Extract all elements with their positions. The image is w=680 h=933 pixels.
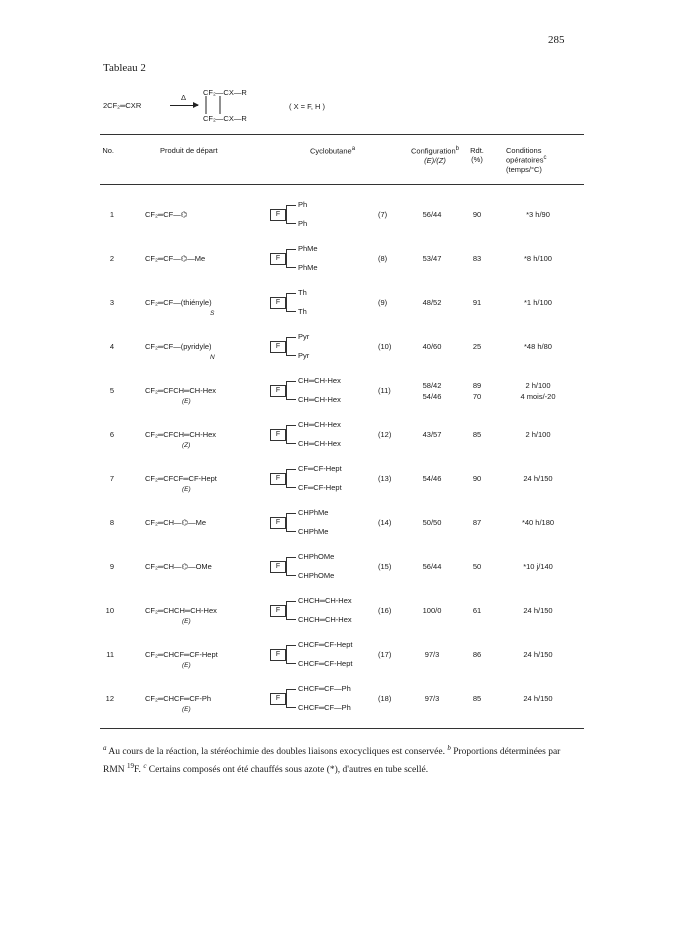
bond-bottom (286, 487, 296, 488)
scheme-x-note: ( X = F, H ) (289, 102, 326, 111)
bond-vertical (286, 469, 287, 487)
cyclobutane-ring-icon: F (270, 561, 286, 573)
row-yield: 90 (472, 210, 482, 219)
bond-top (286, 249, 296, 250)
row-number: 10 (105, 606, 114, 615)
row-configuration-2: 54/46 (422, 392, 442, 401)
header-rdt-label: Rdt. (470, 146, 484, 155)
row-compound-number: (10) (378, 342, 392, 351)
row-substituent-bottom: CHPhOMe (298, 571, 335, 580)
bond-top (286, 557, 296, 558)
bond-vertical (286, 337, 287, 355)
row-number: 12 (105, 694, 114, 703)
bond-top (286, 293, 296, 294)
header-start: Produit de départ (160, 146, 218, 155)
header-cond-label: Conditions (506, 146, 542, 155)
row-conditions: *3 h/90 (526, 210, 550, 219)
row-substituent-bottom: CHPhMe (298, 527, 329, 536)
row-yield: 87 (472, 518, 482, 527)
bond-bottom (286, 663, 296, 664)
bond-bottom (286, 707, 296, 708)
row-yield: 61 (472, 606, 482, 615)
row-number: 9 (109, 562, 114, 571)
row-compound-number: (9) (378, 298, 388, 307)
table-row (100, 328, 584, 372)
row-starting-material: CF₂═CHCF═CF-Hept (145, 650, 218, 659)
row-configuration: 100/0 (422, 606, 442, 615)
footnote-c-mark: c (143, 762, 147, 771)
row-substituent-bottom: CHCF═CF-Hept (298, 659, 353, 668)
bond-vertical (286, 689, 287, 707)
cyclobutane-ring-icon: F (270, 473, 286, 485)
header-cond (506, 146, 586, 174)
row-compound-number: (16) (378, 606, 392, 615)
cyclobutane-ring-icon: F (270, 429, 286, 441)
row-configuration: 43/57 (422, 430, 442, 439)
cyclobutane-ring-icon: F (270, 253, 286, 265)
row-starting-material: CF₂═CHCH═CH-Hex (145, 606, 217, 615)
footnote-b-mark: b (447, 744, 451, 752)
row-substituent-top: Pyr (298, 332, 310, 341)
row-starting-material-note: (E) (182, 618, 191, 625)
footnote-b-text2: F. (134, 765, 144, 776)
row-conditions: 24 h/150 (523, 650, 553, 659)
row-configuration: 50/50 (422, 518, 442, 527)
table-row (100, 680, 584, 724)
row-configuration: 40/60 (422, 342, 442, 351)
reaction-arrow-icon (170, 105, 198, 106)
row-substituent-top: CH═CH-Hex (298, 376, 341, 385)
row-starting-material: CF₂═CF—⌬ (145, 210, 188, 219)
bond-top (286, 513, 296, 514)
row-number: 6 (109, 430, 114, 439)
row-number: 2 (109, 254, 114, 263)
row-yield: 86 (472, 650, 482, 659)
row-conditions: 24 h/150 (523, 474, 553, 483)
bond-bottom (286, 311, 296, 312)
cyclobutane-ring-icon: F (270, 693, 286, 705)
row-number: 1 (109, 210, 114, 219)
footnote-c-text: Certains composés ont été chauffés sous azote (*), d'autres en tube scellé. (146, 765, 429, 776)
table-row (100, 636, 584, 680)
bond-top (286, 337, 296, 338)
row-starting-material-note: (E) (182, 706, 191, 713)
row-substituent-top: Ph (298, 200, 308, 209)
bond-vertical (286, 513, 287, 531)
row-compound-number: (18) (378, 694, 392, 703)
bond-bottom (286, 619, 296, 620)
bond-vertical (286, 557, 287, 575)
table-row (100, 372, 584, 416)
row-compound-number: (12) (378, 430, 392, 439)
row-number: 4 (109, 342, 114, 351)
footnote-b-isotope: 19 (127, 762, 135, 771)
row-starting-material-note: N (210, 354, 215, 361)
table-row (100, 504, 584, 548)
header-config-ratio: (E)/(Z) (424, 155, 446, 165)
row-configuration: 56/44 (422, 562, 442, 571)
row-compound-number: (17) (378, 650, 392, 659)
row-starting-material: CF₂═CF—(pyridyle) (145, 342, 212, 351)
bond-bottom (286, 399, 296, 400)
bond-bottom (286, 575, 296, 576)
row-configuration: 54/46 (422, 474, 442, 483)
header-cond-unit: (temps/°C) (506, 164, 542, 174)
header-config-sup: b (455, 146, 459, 152)
header-cond-sup: c (543, 155, 547, 161)
row-starting-material: CF₂═CF—(thiényle) (145, 298, 212, 307)
table-bottom-rule (100, 728, 584, 729)
bond-vertical (286, 645, 287, 663)
row-substituent-top: CF═CF-Hept (298, 464, 342, 473)
bond-bottom (286, 223, 296, 224)
footnote-b-text: Proportions déterminées par RMN (103, 747, 561, 776)
row-yield: 25 (472, 342, 482, 351)
row-substituent-bottom: CHCH═CH-Hex (298, 615, 352, 624)
row-starting-material-note: (E) (182, 398, 191, 405)
table-row (100, 548, 584, 592)
row-substituent-bottom: Ph (298, 219, 308, 228)
row-configuration: 97/3 (424, 694, 440, 703)
scheme-condition: Δ (181, 93, 187, 102)
bond-vertical (286, 425, 287, 443)
footnotes (103, 741, 583, 777)
row-substituent-top: CHPhMe (298, 508, 329, 517)
row-conditions: 24 h/150 (523, 606, 553, 615)
table-top-rule (100, 134, 584, 135)
row-starting-material-note: (E) (182, 662, 191, 669)
table-row (100, 240, 584, 284)
row-conditions: 2 h/100 (525, 430, 551, 439)
bond-top (286, 469, 296, 470)
row-starting-material: CF₂═CFCF═CF-Hept (145, 474, 217, 483)
row-starting-material: CF₂═CH—⌬—OMe (145, 562, 212, 571)
bond-vertical (286, 205, 287, 223)
row-conditions: *8 h/100 (524, 254, 552, 263)
row-substituent-bottom: CHCF═CF—Ph (298, 703, 351, 712)
row-substituent-bottom: PhMe (298, 263, 318, 272)
row-conditions: 24 h/150 (523, 694, 553, 703)
header-cond-sub: opératoires (506, 155, 544, 165)
row-yield: 91 (472, 298, 482, 307)
row-substituent-bottom: CH═CH-Hex (298, 395, 341, 404)
row-starting-material-note: (Z) (182, 442, 191, 449)
bond-vertical (286, 381, 287, 399)
bond-bottom (286, 355, 296, 356)
table-row (100, 592, 584, 636)
scheme-reactant: 2CF₂═CXR (103, 101, 142, 110)
row-substituent-bottom: Th (298, 307, 307, 316)
table-row (100, 196, 584, 240)
cyclobutane-ring-icon: F (270, 209, 286, 221)
row-conditions-2: 4 mois/-20 (520, 392, 556, 401)
table-title: Tableau 2 (103, 62, 146, 74)
bond-top (286, 425, 296, 426)
row-starting-material: CF₂═CHCF═CF-Ph (145, 694, 212, 703)
header-cyclo (310, 146, 355, 156)
bond-top (286, 601, 296, 602)
row-conditions: *48 h/80 (524, 342, 552, 351)
cyclobutane-ring-icon: F (270, 649, 286, 661)
row-configuration: 56/44 (422, 210, 442, 219)
row-number: 11 (106, 650, 114, 659)
row-configuration: 48/52 (422, 298, 442, 307)
row-starting-material: CF₂═CFCH═CH-Hex (145, 430, 217, 439)
header-rdt-unit: (%) (471, 155, 483, 164)
header-cyclo-sup: a (351, 146, 356, 152)
row-substituent-top: CHCF═CF-Hept (298, 640, 353, 649)
row-starting-material: CF₂═CFCH═CH-Hex (145, 386, 217, 395)
table-header-rule (100, 184, 584, 185)
bond-top (286, 689, 296, 690)
bond-bottom (286, 443, 296, 444)
cyclobutane-ring-icon: F (270, 517, 286, 529)
scheme-ring-bottom: CF₂—CX—R (203, 114, 247, 123)
row-substituent-bottom: CF═CF-Hept (298, 483, 342, 492)
row-compound-number: (8) (378, 254, 388, 263)
row-substituent-top: CHCH═CH-Hex (298, 596, 352, 605)
row-conditions: 2 h/100 (525, 381, 551, 390)
header-config (396, 146, 474, 165)
table-header (100, 146, 584, 180)
row-number: 3 (109, 298, 114, 307)
scheme-ring-top: CF₂—CX—R (203, 88, 247, 97)
bond-vertical (286, 249, 287, 267)
cyclobutane-ring-icon: F (270, 605, 286, 617)
row-substituent-top: PhMe (298, 244, 318, 253)
header-rdt (466, 146, 488, 164)
bond-bottom (286, 267, 296, 268)
row-conditions: *1 h/100 (524, 298, 552, 307)
row-yield: 85 (472, 430, 482, 439)
row-substituent-top: CHPhOMe (298, 552, 335, 561)
cyclobutane-bonds-icon (203, 95, 223, 115)
bond-top (286, 645, 296, 646)
row-starting-material-note: S (210, 310, 215, 317)
row-number: 7 (109, 474, 114, 483)
row-number: 5 (109, 386, 114, 395)
row-yield: 50 (472, 562, 482, 571)
row-substituent-bottom: Pyr (298, 351, 310, 360)
reaction-scheme (103, 86, 583, 128)
row-substituent-top: Th (298, 288, 307, 297)
footnote-a-mark: a (103, 744, 107, 752)
row-configuration: 97/3 (424, 650, 440, 659)
row-substituent-top: CH═CH-Hex (298, 420, 341, 429)
bond-vertical (286, 293, 287, 311)
row-starting-material: CF₂═CF—⌬—Me (145, 254, 206, 263)
row-compound-number: (15) (378, 562, 392, 571)
footnote-a-text: Au cours de la réaction, la stéréochimie des doubles liaisons exocycliques est conservée. (106, 747, 448, 758)
row-compound-number: (7) (378, 210, 388, 219)
table-row (100, 284, 584, 328)
row-yield: 89 (472, 381, 482, 390)
row-yield-2: 70 (472, 392, 482, 401)
row-number: 8 (109, 518, 114, 527)
cyclobutane-ring-icon: F (270, 297, 286, 309)
row-compound-number: (13) (378, 474, 392, 483)
header-cyclo-label: Cyclobutane (310, 146, 352, 156)
bond-top (286, 381, 296, 382)
bond-bottom (286, 531, 296, 532)
row-substituent-top: CHCF═CF—Ph (298, 684, 351, 693)
bond-top (286, 205, 296, 206)
table-row (100, 416, 584, 460)
cyclobutane-ring-icon: F (270, 341, 286, 353)
table-row (100, 460, 584, 504)
header-config-label: Configuration (411, 146, 456, 156)
row-substituent-bottom: CH═CH-Hex (298, 439, 341, 448)
row-starting-material-note: (E) (182, 486, 191, 493)
row-yield: 83 (472, 254, 482, 263)
row-compound-number: (11) (378, 386, 391, 395)
bond-vertical (286, 601, 287, 619)
cyclobutane-ring-icon: F (270, 385, 286, 397)
row-compound-number: (14) (378, 518, 392, 527)
row-configuration: 58/42 (422, 381, 442, 390)
row-conditions: *40 h/180 (521, 518, 555, 527)
header-no: No. (102, 146, 114, 155)
row-yield: 90 (472, 474, 482, 483)
row-configuration: 53/47 (422, 254, 442, 263)
row-yield: 85 (472, 694, 482, 703)
page-number: 285 (548, 34, 565, 46)
row-conditions: *10 j/140 (523, 562, 553, 571)
row-starting-material: CF₂═CH—⌬—Me (145, 518, 207, 527)
